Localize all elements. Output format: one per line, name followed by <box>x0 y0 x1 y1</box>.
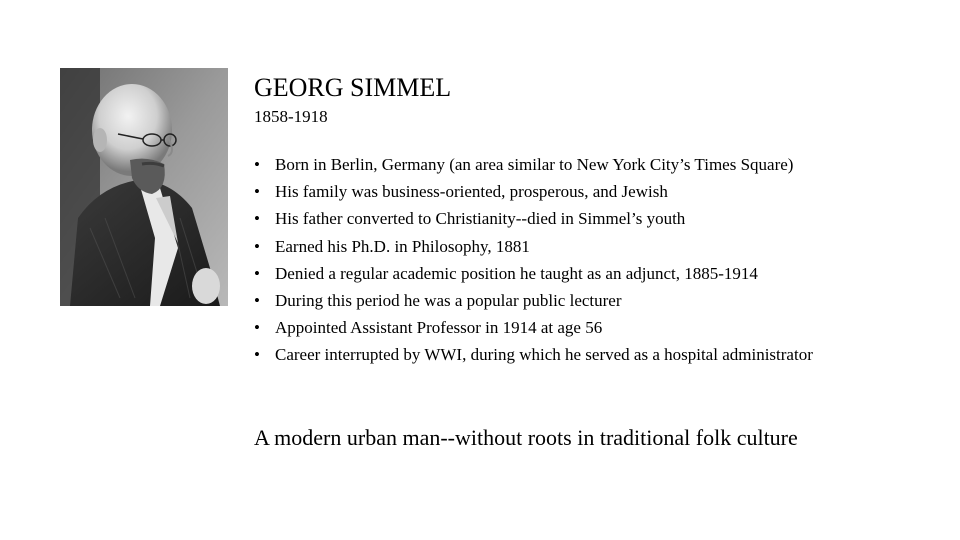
bullet-icon: • <box>254 236 260 256</box>
bullet-icon: • <box>254 209 260 229</box>
bullet-item-birthplace <box>254 151 914 178</box>
bullet-icon: • <box>254 182 260 202</box>
bullet-item-phd <box>254 233 914 260</box>
bullet-text: Born in Berlin, Germany (an area similar to New York City’s Times Square) <box>275 155 794 174</box>
bullet-icon: • <box>254 155 260 174</box>
slide-title: GEORG SIMMEL <box>254 73 452 102</box>
life-dates: 1858-1918 <box>254 107 328 126</box>
bullet-item-father <box>254 205 914 232</box>
bullet-icon: • <box>254 291 260 311</box>
bullet-item-professor <box>254 314 914 341</box>
bullet-text: His father converted to Christianity--died in Simmel’s youth <box>275 209 686 229</box>
bullet-icon: • <box>254 345 260 365</box>
bullet-item-lecturer <box>254 287 914 314</box>
bullet-icon: • <box>254 318 260 338</box>
bullet-list <box>254 151 914 369</box>
portrait-illustration <box>60 68 228 306</box>
tagline: A modern urban man--without roots in traditional folk culture <box>254 425 798 450</box>
portrait-photo <box>60 68 228 306</box>
bullet-text: During this period he was a popular public lecturer <box>275 291 622 311</box>
bullet-text: Appointed Assistant Professor in 1914 at age 56 <box>275 318 603 338</box>
bullet-text: Career interrupted by WWI, during which he served as a hospital administrator <box>275 345 813 365</box>
bullet-text: Earned his Ph.D. in Philosophy, 1881 <box>275 236 530 256</box>
bullet-text: His family was business-oriented, prosperous, and Jewish <box>275 182 668 202</box>
bullet-text: Denied a regular academic position he taught as an adjunct, 1885-1914 <box>275 263 758 283</box>
bullet-item-family <box>254 178 914 205</box>
bullet-icon: • <box>254 263 260 283</box>
bullet-item-adjunct <box>254 260 914 287</box>
bullet-item-wwi <box>254 341 835 368</box>
